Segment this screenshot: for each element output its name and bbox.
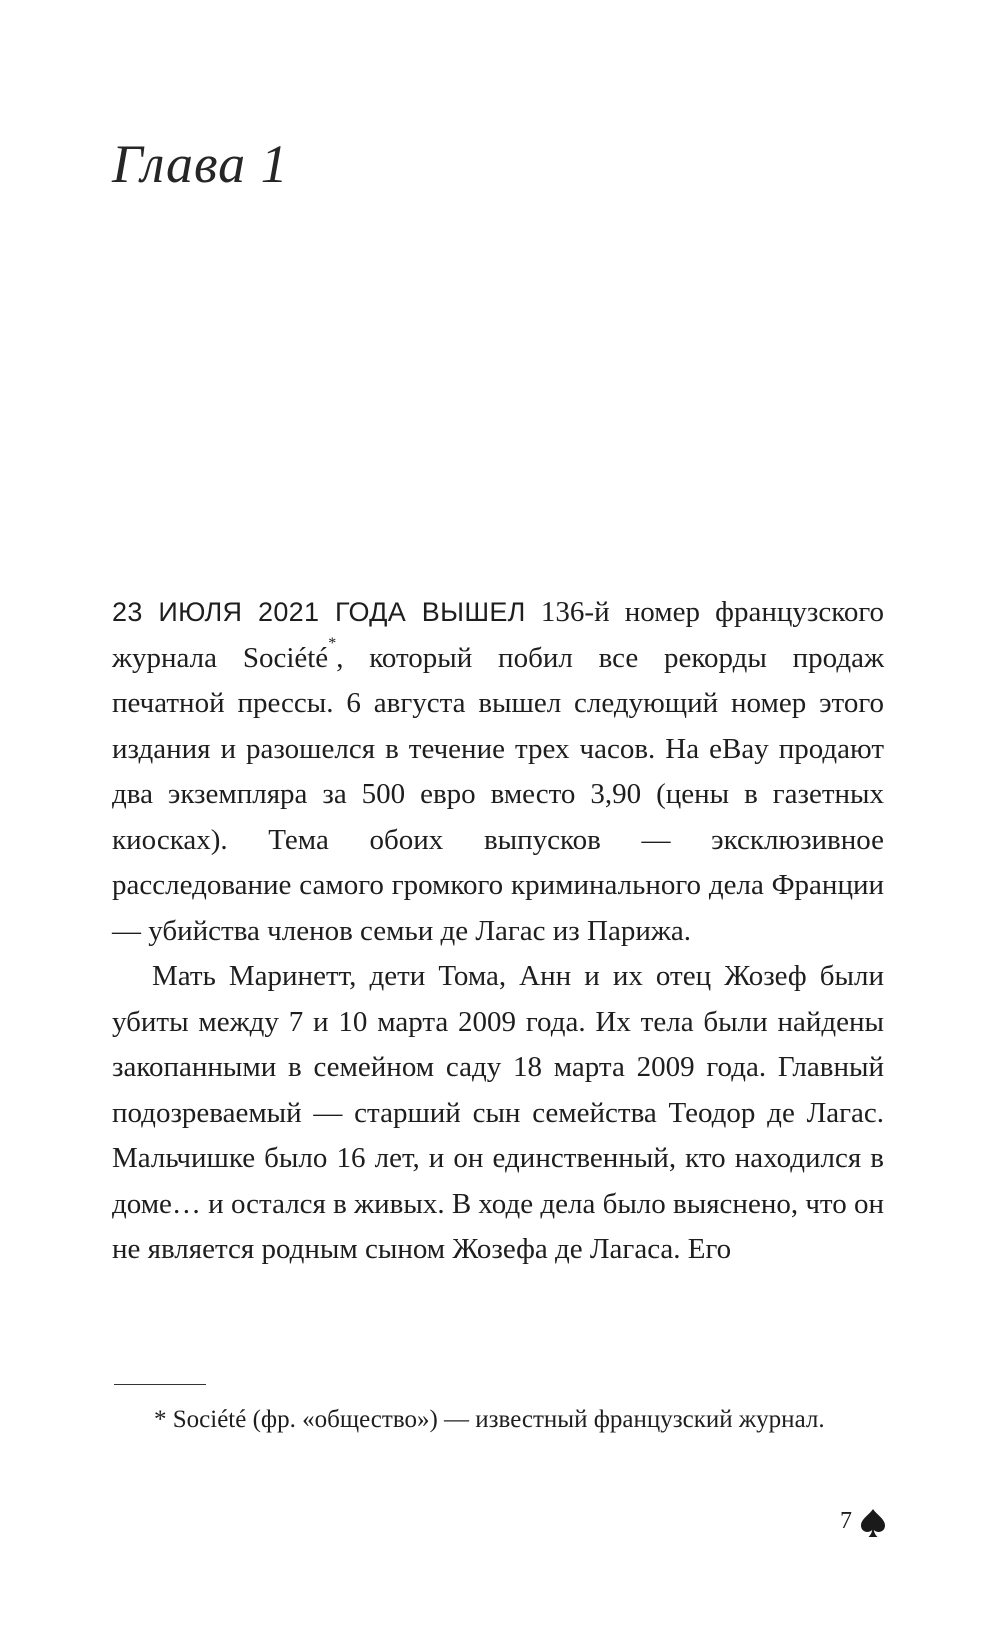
body-text [112, 590, 884, 1273]
paragraph-1-text-b: , который побил все рекорды продаж печатной прессы. 6 августа вышел следующий номер этого издания и разошелся в течение трех часов. На eBay продают два экземпляра за 500 евро вместо 3,90 (цены в газетных киосках). Тема обоих выпусков — эксклюзивное расследование самого громкого криминального дела Франции — убийства членов семьи де Лагас из Парижа. [112, 641, 885, 947]
spade-icon [860, 1508, 886, 1538]
paragraph-1 [112, 590, 884, 954]
paragraph-1-text-a: 136-й номер французского журнала Société [112, 596, 884, 674]
footnote-divider [114, 1384, 206, 1385]
page-number: 7 [840, 1508, 852, 1534]
paragraph-2: Мать Маринетт, дети Тома, Анн и их отец Жозеф были убиты между 7 и 10 марта 2009 года. Их тела были найдены закопанными в семейном саду 18 марта 2009 года. Главный подозреваемый — старший сын семейства Теодор де Лагас. Мальчишке было 16 лет, и он единственный, кто находился в доме… и остался в живых. В ходе дела было выяснено, что он не является родным сыном Жозефа де Лагаса. Его [112, 960, 884, 1265]
paragraph-lead-caps: 23 ИЮЛЯ 2021 ГОДА ВЫШЕЛ [112, 597, 526, 627]
footnote-reference-mark: * [328, 634, 337, 652]
chapter-title: Глава 1 [112, 134, 289, 194]
footnote: * Société (фр. «общество») — известный французский журнал. [154, 1406, 825, 1433]
